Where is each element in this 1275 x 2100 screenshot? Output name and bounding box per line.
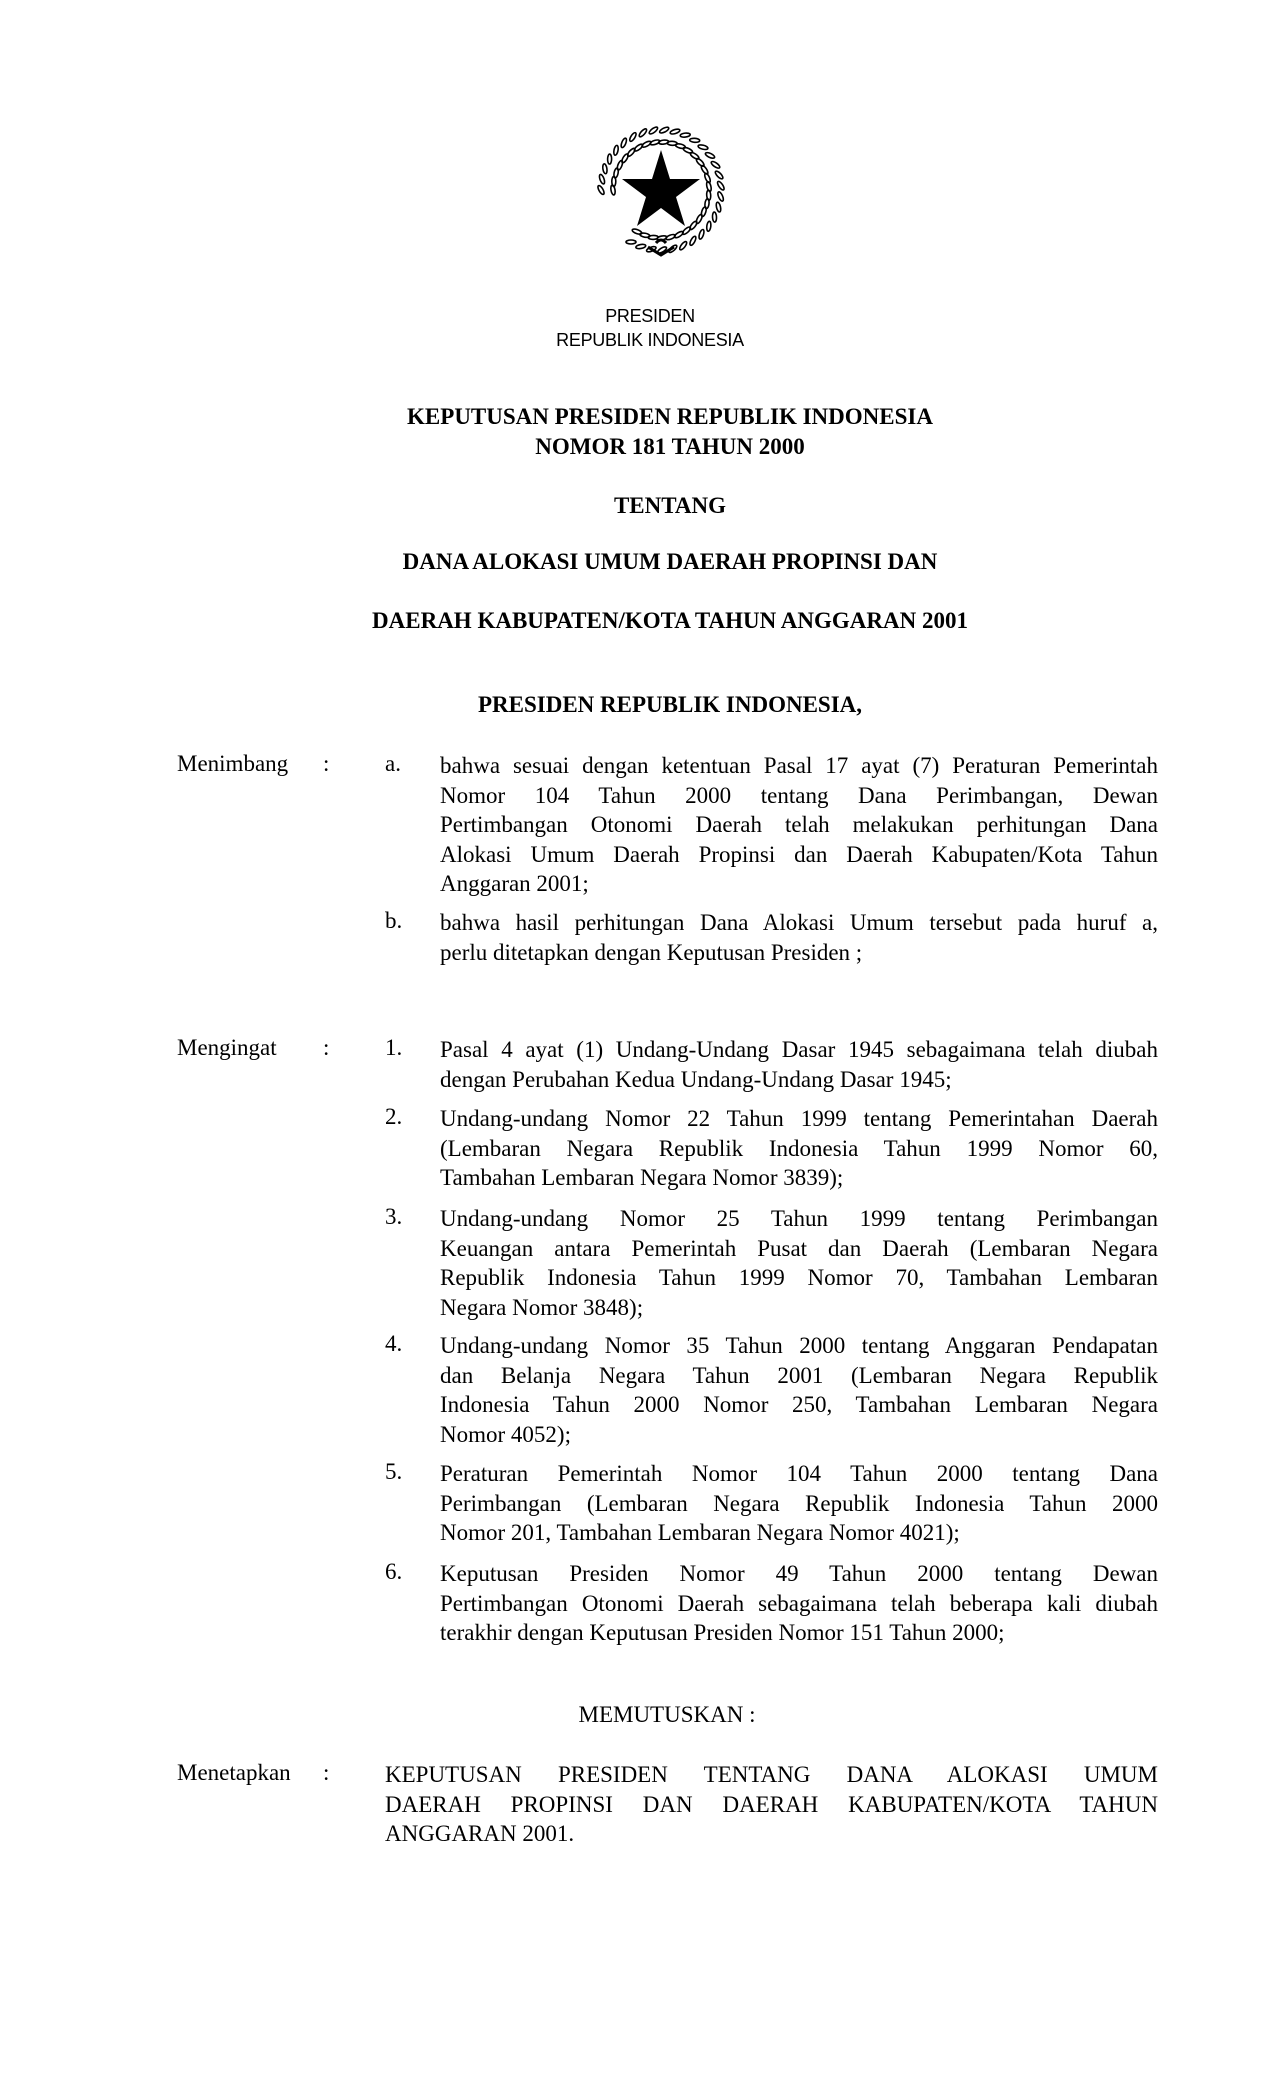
text-line: Peraturan Pemerintah Nomor 104 Tahun 2000 tentang Dana [440, 1461, 1158, 1486]
mengingat-item-text [440, 1104, 1158, 1193]
text-line: Indonesia Tahun 2000 Nomor 250, Tambahan Lembaran Negara [440, 1392, 1158, 1417]
text-line: bahwa sesuai dengan ketentuan Pasal 17 ayat (7) Peraturan Pemerintah [440, 753, 1158, 778]
text-line: Tambahan Lembaran Negara Nomor 3839); [440, 1165, 844, 1190]
text-line: Pertimbangan Otonomi Daerah sebagaimana telah beberapa kali diubah [440, 1590, 1158, 1616]
menimbang-item-text [440, 908, 1158, 967]
text-line: perlu ditetapkan dengan Keputusan Presiden ; [440, 939, 863, 965]
about-heading: TENTANG [613, 493, 727, 518]
decree-number: NOMOR 181 TAHUN 2000 [535, 434, 805, 459]
mengingat-item-text [440, 1035, 1158, 1094]
mengingat-item-number: 5. [385, 1459, 403, 1484]
text-line: Pertimbangan Otonomi Daerah telah melakukan perhitungan Dana [440, 812, 1158, 837]
letterhead-republik-indonesia: REPUBLIK INDONESIA [556, 330, 744, 350]
text-line: Undang-undang Nomor 25 Tahun 1999 tentang Perimbangan [440, 1206, 1158, 1231]
mengingat-item-text [440, 1331, 1158, 1449]
text-line: KEPUTUSAN PRESIDEN TENTANG DANA ALOKASI UMUM [385, 1762, 1158, 1787]
text-line: Nomor 104 Tahun 2000 tentang Dana Perimbangan, Dewan [440, 782, 1158, 808]
mengingat-item-text [440, 1559, 1158, 1648]
presidential-seal-emblem [586, 115, 736, 273]
menimbang-colon: : [323, 751, 330, 776]
authority-heading: PRESIDEN REPUBLIK INDONESIA, [477, 692, 863, 717]
menimbang-item-number: b. [385, 908, 403, 933]
text-line: Nomor 201, Tambahan Lembaran Negara Nomor 4021); [440, 1520, 960, 1545]
menetapkan-colon: : [323, 1760, 330, 1785]
text-line: Keuangan antara Pemerintah Pusat dan Daerah (Lembaran Negara [440, 1235, 1158, 1261]
menimbang-item-number: a. [385, 751, 401, 776]
text-line: Alokasi Umum Daerah Propinsi dan Daerah Kabupaten/Kota Tahun [440, 841, 1158, 867]
text-line: Republik Indonesia Tahun 1999 Nomor 70, Tambahan Lembaran [440, 1265, 1158, 1290]
menetapkan-label: Menetapkan [177, 1760, 291, 1785]
text-line: terakhir dengan Keputusan Presiden Nomor 151 Tahun 2000; [440, 1620, 1005, 1645]
text-line: Undang-undang Nomor 35 Tahun 2000 tentang Anggaran Pendapatan [440, 1333, 1158, 1358]
mengingat-item-number: 3. [385, 1204, 403, 1229]
text-line: Anggaran 2001; [440, 871, 589, 896]
menimbang-label: Menimbang [177, 751, 289, 776]
mengingat-item-text [440, 1459, 1158, 1548]
text-line: Nomor 4052); [440, 1421, 571, 1447]
letterhead-presiden: PRESIDEN [605, 306, 695, 326]
text-line: dan Belanja Negara Tahun 2001 (Lembaran Negara Republik [440, 1362, 1158, 1388]
mengingat-label: Mengingat [177, 1035, 277, 1060]
menetapkan-text [385, 1760, 1158, 1849]
text-line: Undang-undang Nomor 22 Tahun 1999 tentang Pemerintahan Daerah [440, 1106, 1158, 1131]
mengingat-item-number: 1. [385, 1035, 403, 1060]
text-line: dengan Perubahan Kedua Undang-Undang Dasar 1945; [440, 1066, 952, 1092]
menimbang-item-text [440, 751, 1158, 899]
mengingat-colon: : [323, 1035, 330, 1060]
mengingat-item-number: 6. [385, 1559, 403, 1584]
text-line: (Lembaran Negara Republik Indonesia Tahun 1999 Nomor 60, [440, 1135, 1158, 1161]
text-line: Keputusan Presiden Nomor 49 Tahun 2000 tentang Dewan [440, 1561, 1158, 1586]
decree-title: KEPUTUSAN PRESIDEN REPUBLIK INDONESIA [407, 404, 933, 429]
memutuskan-heading: MEMUTUSKAN : [578, 1702, 756, 1727]
text-line: DAERAH PROPINSI DAN DAERAH KABUPATEN/KOTA TAHUN [385, 1791, 1158, 1817]
text-line: Pasal 4 ayat (1) Undang-Undang Dasar 1945 sebagaimana telah diubah [440, 1037, 1158, 1062]
mengingat-item-number: 4. [385, 1331, 403, 1356]
mengingat-item-text [440, 1204, 1158, 1322]
subject-line-1: DANA ALOKASI UMUM DAERAH PROPINSI DAN [402, 549, 938, 574]
text-line: Negara Nomor 3848); [440, 1294, 644, 1320]
text-line: bahwa hasil perhitungan Dana Alokasi Umum tersebut pada huruf a, [440, 910, 1158, 935]
subject-line-2: DAERAH KABUPATEN/KOTA TAHUN ANGGARAN 2001 [372, 608, 968, 633]
text-line: Perimbangan (Lembaran Negara Republik Indonesia Tahun 2000 [440, 1490, 1158, 1516]
text-line: ANGGARAN 2001. [385, 1821, 575, 1846]
mengingat-item-number: 2. [385, 1104, 403, 1129]
